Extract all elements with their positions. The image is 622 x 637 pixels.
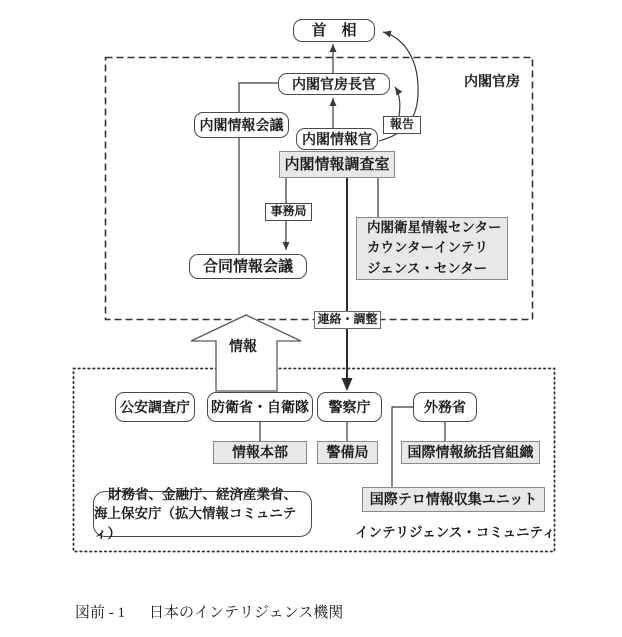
cabinet-secretariat-label: 内閣官房 (464, 73, 520, 89)
secretariat-box: 事務局 (265, 203, 312, 221)
expanded-community-line2: 海上保安庁（拡大情報コミュニティ） (94, 506, 297, 541)
mod-sdf-box: 防衛省・自衛隊 (207, 392, 313, 422)
report-box: 報告 (383, 116, 421, 134)
psia-box: 公安調査庁 (115, 392, 195, 422)
cabinet-intelligence-officer-box: 内閣情報官 (296, 128, 378, 150)
satellite-center-box (356, 217, 508, 280)
expanded-community-box (93, 486, 312, 541)
cabinet-secretariat-dashed-box (106, 58, 533, 320)
curve-report-to-ccs (395, 87, 400, 116)
figure-caption-title: 日本のインテリジェンス機関 (149, 605, 344, 621)
information-arrow-label: 情報 (229, 338, 257, 354)
satellite-center-line1: 内閣衛星情報センター (367, 220, 502, 236)
intl-intelligence-organization-box: 国際情報統括官組織 (401, 441, 540, 464)
mofa-box: 外務省 (413, 392, 477, 422)
figure-caption-number: 図前 - 1 (75, 605, 125, 621)
cabinet-intelligence-council-box: 内閣情報会議 (194, 112, 289, 138)
figure-caption (75, 601, 343, 622)
line-ccs-council-joint (239, 83, 278, 254)
arrowhead-liaison (342, 378, 353, 391)
expanded-community-line1: 財務省、金融庁、経済産業省、 (108, 486, 297, 502)
intelligence-community-label: インテリジェンス・コミュニティ (355, 525, 556, 540)
defense-intelligence-hq-box: 情報本部 (213, 441, 307, 464)
prime-minister-box: 首 相 (293, 19, 375, 42)
security-bureau-box: 警備局 (317, 441, 378, 464)
chief-cabinet-secretary-box: 内閣官房長官 (278, 73, 390, 95)
satellite-center-line3: ジェンス・センター (367, 260, 488, 276)
liaison-coordination-box: 連絡・調整 (314, 311, 381, 329)
joint-intelligence-council-box: 合同情報会議 (189, 254, 307, 279)
satellite-center-line2: カウンターインテリ (367, 240, 488, 256)
intl-terror-info-unit-box: 国際テロ情報収集ユニット (362, 487, 545, 512)
npa-box: 警察庁 (317, 392, 382, 422)
cabinet-intelligence-research-office-box: 内閣情報調査室 (279, 151, 395, 178)
